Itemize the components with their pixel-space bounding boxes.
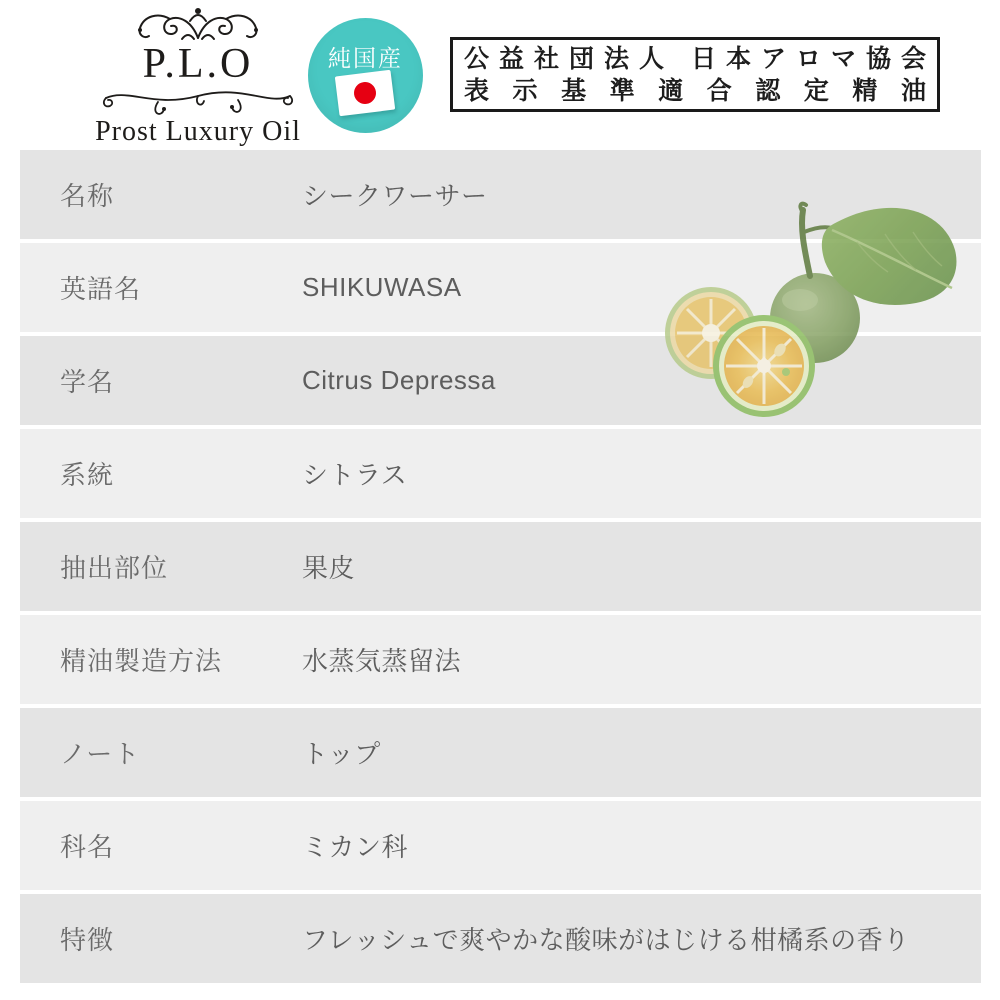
row-value: 水蒸気蒸留法 [302,646,462,676]
row-label: 科名 [60,832,115,862]
certification-line-2: 表示基準適合認定精油 [464,77,926,105]
table-row-production-method [20,615,981,704]
row-value: Citrus Depressa [302,365,496,395]
badge-label: 純国産 [328,45,403,71]
brand-abbreviation: P.L.O [142,41,254,87]
row-value: 果皮 [302,553,356,583]
header [0,0,1000,150]
row-label: 学名 [60,367,115,397]
shikuwasa-fruit-image [652,198,986,434]
japan-flag-sun-icon [353,81,378,106]
row-value: ミカン科 [302,832,409,862]
table-row-extraction-part [20,522,981,611]
row-label: 名称 [60,181,115,211]
table-row-family-type [20,429,981,518]
japan-flag-icon [335,70,395,117]
row-label: 英語名 [60,274,142,304]
certification-line-1: 公益社団法人 日本アロマ協会 [464,45,926,73]
certification-box [450,37,940,112]
fruit-front-half [713,315,815,417]
brand-logo [88,6,308,147]
row-label: 精油製造方法 [60,646,223,676]
brand-name: Prost Luxury Oil [95,116,301,147]
table-row-characteristics [20,894,981,983]
row-value: トップ [302,739,381,769]
logo-crown-flourish-icon [132,6,264,46]
row-label: 系統 [60,460,115,490]
row-value: シークワーサー [302,181,488,211]
table-row-botanical-family [20,801,981,890]
domestic-product-badge [308,18,423,133]
row-label: 特徴 [60,925,115,955]
row-label: 抽出部位 [60,553,169,583]
row-value: フレッシュで爽やかな酸味がはじける柑橘系の香り [302,925,910,955]
row-value: シトラス [302,460,408,490]
row-label: ノート [60,739,141,769]
logo-scroll-flourish-icon [98,84,298,116]
row-value: SHIKUWASA [302,272,462,302]
table-row-note [20,708,981,797]
